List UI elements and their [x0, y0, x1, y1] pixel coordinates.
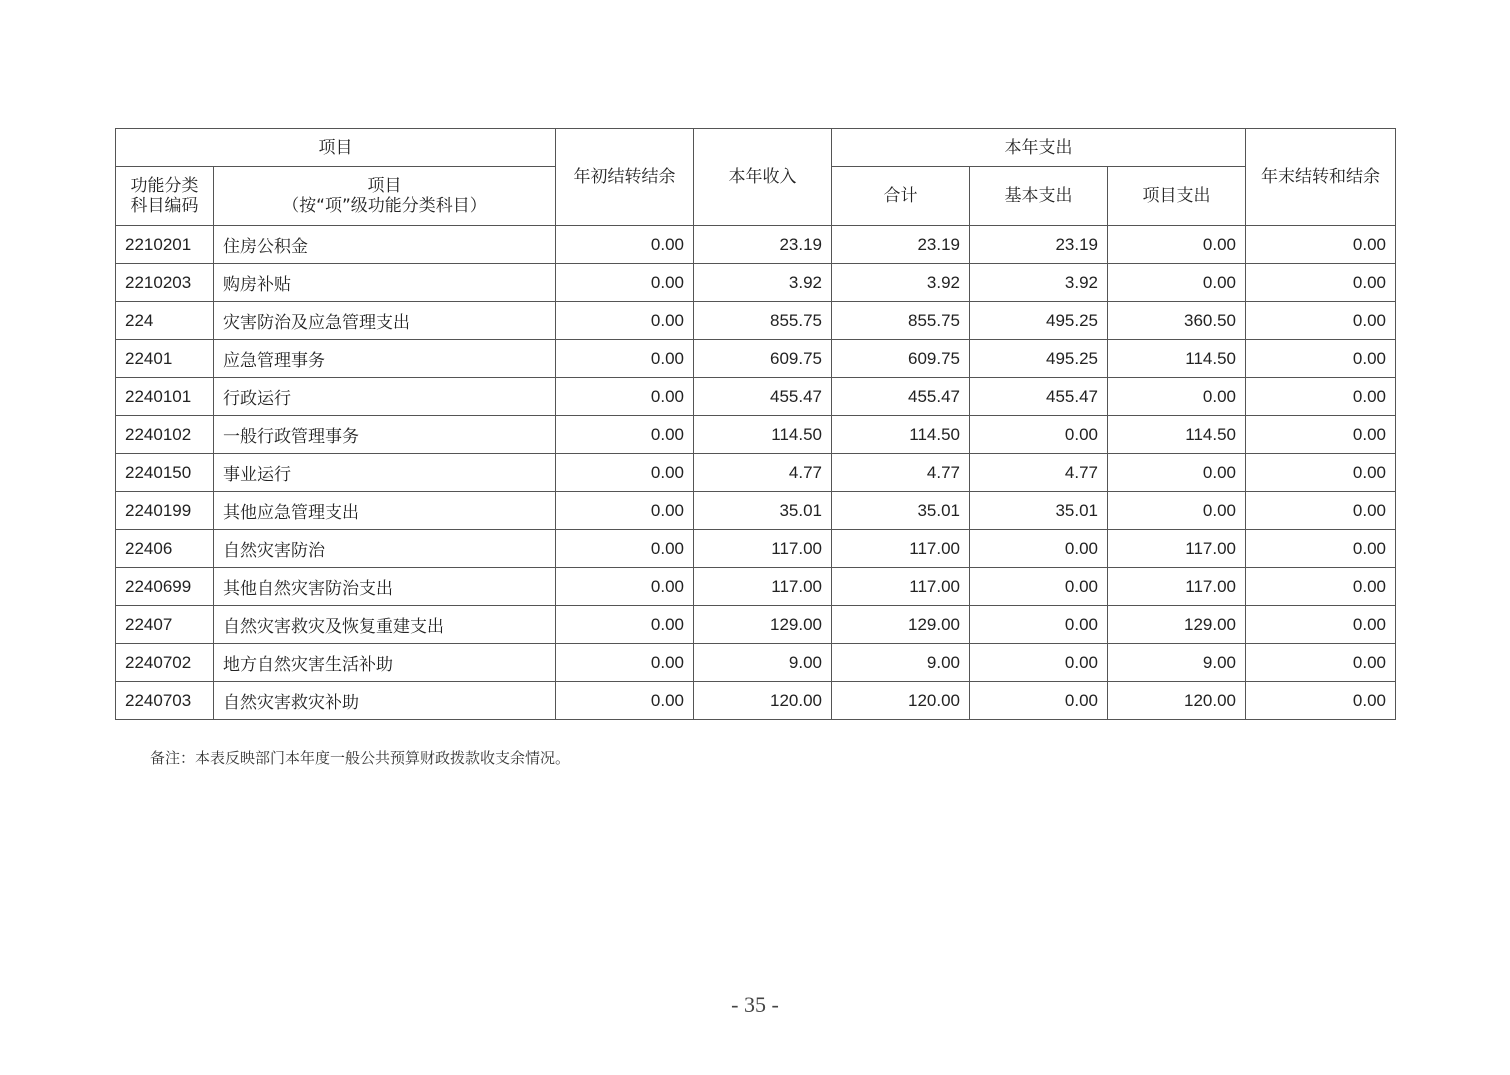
cell-opening-balance: 0.00 — [556, 302, 694, 340]
table-body — [116, 226, 1396, 720]
cell-project-expense: 114.50 — [1108, 340, 1246, 378]
cell-opening-balance: 0.00 — [556, 340, 694, 378]
header-func-code-line2: 科目编码 — [130, 196, 199, 216]
cell-total: 129.00 — [832, 606, 970, 644]
cell-closing-balance: 0.00 — [1246, 682, 1396, 720]
cell-project-name: 地方自然灾害生活补助 — [214, 644, 556, 682]
cell-basic-expense: 0.00 — [970, 682, 1108, 720]
cell-total: 120.00 — [832, 682, 970, 720]
cell-project-name: 一般行政管理事务 — [214, 416, 556, 454]
cell-closing-balance: 0.00 — [1246, 492, 1396, 530]
cell-basic-expense: 495.25 — [970, 340, 1108, 378]
cell-opening-balance: 0.00 — [556, 378, 694, 416]
cell-total: 114.50 — [832, 416, 970, 454]
cell-func-code: 2240150 — [116, 454, 214, 492]
cell-func-code: 2240199 — [116, 492, 214, 530]
cell-opening-balance: 0.00 — [556, 416, 694, 454]
header-opening-balance: 年初结转结余 — [556, 129, 694, 226]
cell-total: 9.00 — [832, 644, 970, 682]
header-current-income: 本年收入 — [694, 129, 832, 226]
cell-func-code: 2210203 — [116, 264, 214, 302]
cell-project-expense: 114.50 — [1108, 416, 1246, 454]
cell-current-income: 9.00 — [694, 644, 832, 682]
cell-closing-balance: 0.00 — [1246, 568, 1396, 606]
cell-closing-balance: 0.00 — [1246, 340, 1396, 378]
table-note: 备注：本表反映部门本年度一般公共预算财政拨款收支余情况。 — [150, 749, 571, 767]
cell-opening-balance: 0.00 — [556, 644, 694, 682]
header-project-group: 项目 — [116, 129, 556, 167]
header-current-expense-group: 本年支出 — [832, 129, 1246, 167]
cell-project-name: 自然灾害救灾补助 — [214, 682, 556, 720]
header-total: 合计 — [832, 167, 970, 226]
cell-basic-expense: 0.00 — [970, 530, 1108, 568]
cell-basic-expense: 23.19 — [970, 226, 1108, 264]
cell-total: 4.77 — [832, 454, 970, 492]
cell-opening-balance: 0.00 — [556, 568, 694, 606]
cell-project-name: 自然灾害救灾及恢复重建支出 — [214, 606, 556, 644]
cell-func-code: 22406 — [116, 530, 214, 568]
cell-func-code: 2240102 — [116, 416, 214, 454]
cell-project-expense: 0.00 — [1108, 264, 1246, 302]
cell-basic-expense: 0.00 — [970, 568, 1108, 606]
cell-current-income: 855.75 — [694, 302, 832, 340]
cell-project-name: 住房公积金 — [214, 226, 556, 264]
cell-current-income: 23.19 — [694, 226, 832, 264]
header-func-code — [116, 167, 214, 226]
cell-closing-balance: 0.00 — [1246, 378, 1396, 416]
header-closing-balance: 年末结转和结余 — [1246, 129, 1396, 226]
cell-current-income: 117.00 — [694, 530, 832, 568]
table-row — [116, 378, 1396, 416]
cell-basic-expense: 35.01 — [970, 492, 1108, 530]
table-row — [116, 302, 1396, 340]
table-row — [116, 530, 1396, 568]
cell-func-code: 2240702 — [116, 644, 214, 682]
cell-project-name: 自然灾害防治 — [214, 530, 556, 568]
cell-closing-balance: 0.00 — [1246, 264, 1396, 302]
cell-func-code: 224 — [116, 302, 214, 340]
cell-basic-expense: 455.47 — [970, 378, 1108, 416]
header-project-expense: 项目支出 — [1108, 167, 1246, 226]
cell-func-code: 2210201 — [116, 226, 214, 264]
cell-total: 35.01 — [832, 492, 970, 530]
table-row — [116, 264, 1396, 302]
cell-basic-expense: 495.25 — [970, 302, 1108, 340]
cell-project-name: 购房补贴 — [214, 264, 556, 302]
cell-basic-expense: 0.00 — [970, 416, 1108, 454]
budget-table — [115, 128, 1396, 720]
cell-opening-balance: 0.00 — [556, 226, 694, 264]
cell-project-name: 应急管理事务 — [214, 340, 556, 378]
cell-closing-balance: 0.00 — [1246, 302, 1396, 340]
cell-current-income: 3.92 — [694, 264, 832, 302]
cell-project-expense: 0.00 — [1108, 378, 1246, 416]
cell-func-code: 2240101 — [116, 378, 214, 416]
table-row — [116, 568, 1396, 606]
cell-total: 855.75 — [832, 302, 970, 340]
cell-closing-balance: 0.00 — [1246, 644, 1396, 682]
cell-total: 3.92 — [832, 264, 970, 302]
cell-project-expense: 360.50 — [1108, 302, 1246, 340]
cell-closing-balance: 0.00 — [1246, 606, 1396, 644]
cell-project-name: 其他自然灾害防治支出 — [214, 568, 556, 606]
table-row — [116, 416, 1396, 454]
table-row — [116, 606, 1396, 644]
cell-current-income: 609.75 — [694, 340, 832, 378]
cell-func-code: 22407 — [116, 606, 214, 644]
table-row — [116, 644, 1396, 682]
table-row — [116, 226, 1396, 264]
cell-opening-balance: 0.00 — [556, 682, 694, 720]
cell-project-expense: 117.00 — [1108, 530, 1246, 568]
table-row — [116, 340, 1396, 378]
header-func-code-line1: 功能分类 — [130, 176, 199, 196]
cell-total: 117.00 — [832, 568, 970, 606]
cell-opening-balance: 0.00 — [556, 530, 694, 568]
cell-func-code: 2240699 — [116, 568, 214, 606]
cell-closing-balance: 0.00 — [1246, 454, 1396, 492]
cell-project-expense: 120.00 — [1108, 682, 1246, 720]
table-row — [116, 454, 1396, 492]
cell-opening-balance: 0.00 — [556, 492, 694, 530]
header-project — [214, 167, 556, 226]
table-row — [116, 682, 1396, 720]
cell-basic-expense: 0.00 — [970, 644, 1108, 682]
cell-func-code: 2240703 — [116, 682, 214, 720]
cell-opening-balance: 0.00 — [556, 264, 694, 302]
cell-current-income: 114.50 — [694, 416, 832, 454]
header-project-line2: （按“项”级功能分类科目） — [282, 196, 487, 216]
page-number: - 35 - — [731, 992, 779, 1017]
cell-project-name: 其他应急管理支出 — [214, 492, 556, 530]
cell-project-name: 灾害防治及应急管理支出 — [214, 302, 556, 340]
cell-project-expense: 0.00 — [1108, 454, 1246, 492]
table-row — [116, 492, 1396, 530]
cell-basic-expense: 4.77 — [970, 454, 1108, 492]
header-basic-expense: 基本支出 — [970, 167, 1108, 226]
header-row-1 — [116, 129, 1396, 167]
cell-closing-balance: 0.00 — [1246, 530, 1396, 568]
cell-opening-balance: 0.00 — [556, 606, 694, 644]
cell-func-code: 22401 — [116, 340, 214, 378]
cell-current-income: 120.00 — [694, 682, 832, 720]
cell-closing-balance: 0.00 — [1246, 226, 1396, 264]
cell-project-expense: 0.00 — [1108, 492, 1246, 530]
cell-total: 117.00 — [832, 530, 970, 568]
cell-current-income: 455.47 — [694, 378, 832, 416]
cell-closing-balance: 0.00 — [1246, 416, 1396, 454]
cell-project-name: 行政运行 — [214, 378, 556, 416]
cell-total: 23.19 — [832, 226, 970, 264]
cell-project-expense: 117.00 — [1108, 568, 1246, 606]
cell-total: 455.47 — [832, 378, 970, 416]
cell-opening-balance: 0.00 — [556, 454, 694, 492]
cell-project-name: 事业运行 — [214, 454, 556, 492]
cell-current-income: 117.00 — [694, 568, 832, 606]
cell-basic-expense: 3.92 — [970, 264, 1108, 302]
cell-current-income: 35.01 — [694, 492, 832, 530]
cell-project-expense: 0.00 — [1108, 226, 1246, 264]
cell-basic-expense: 0.00 — [970, 606, 1108, 644]
cell-current-income: 129.00 — [694, 606, 832, 644]
cell-project-expense: 129.00 — [1108, 606, 1246, 644]
cell-total: 609.75 — [832, 340, 970, 378]
cell-project-expense: 9.00 — [1108, 644, 1246, 682]
cell-current-income: 4.77 — [694, 454, 832, 492]
header-project-line1: 项目 — [367, 176, 402, 196]
